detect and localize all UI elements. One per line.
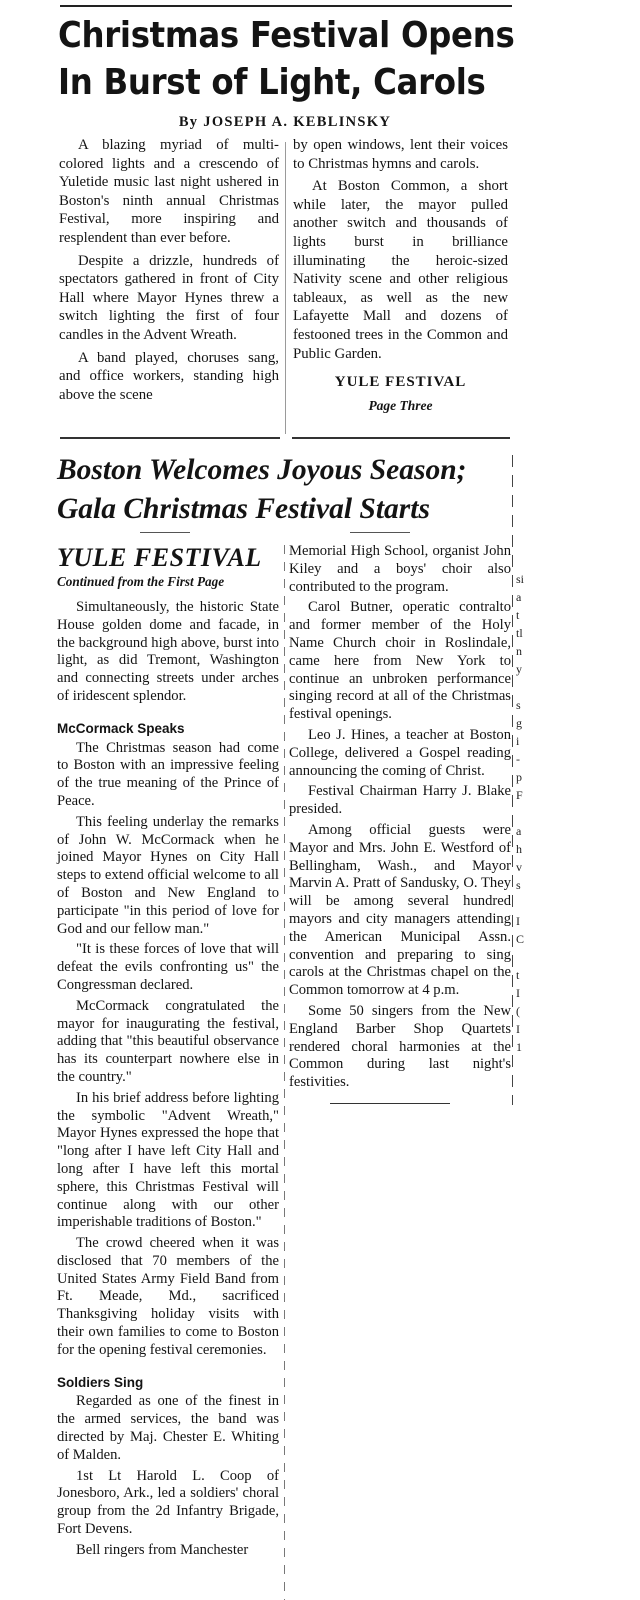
- article2-headline-line2: Gala Christmas Festival Starts: [57, 493, 430, 525]
- paragraph: This feeling underlay the remarks of John W. McCormack when he joined Mayor Hynes on City Hall steps to extend official welcome to all of Boston and New England to participate "in this period of love for God and our fellow man.": [57, 813, 279, 937]
- section-separator: [60, 437, 280, 439]
- paragraph: Bell ringers from Manchester: [76, 1541, 249, 1558]
- edge-fragment: si: [516, 572, 525, 586]
- column-divider: [284, 545, 285, 1600]
- edge-fragment: g: [516, 716, 522, 730]
- paragraph: 1st Lt Harold L. Coop of Jonesboro, Ark., led a soldiers' choral group from the 2d Infantry Brigade, Fort Devens.: [57, 1467, 279, 1538]
- column-divider: [512, 455, 513, 1105]
- article1-headline: [58, 12, 518, 106]
- edge-fragment: [516, 678, 526, 696]
- edge-fragment: [516, 948, 526, 966]
- article2-headline-line1: Boston Welcomes Joyous Season;: [57, 454, 467, 486]
- section-separator: [292, 437, 510, 439]
- paragraph: Despite a drizzle, hundreds of spectators gathered in front of City Hall where Mayor Hynes threw a switch lighting the first of four candles in the Advent Wreath.: [59, 252, 279, 343]
- paragraph: by open windows, lent their voices to Christmas hymns and carols.: [293, 137, 508, 172]
- column-divider: [285, 142, 286, 434]
- edge-fragment: (: [516, 1004, 520, 1018]
- edge-fragment: tl: [516, 626, 523, 640]
- paragraph: The crowd cheered when it was disclosed that 70 members of the United States Army Field Band from Ft. Meade, Md., sacrificed Thanksgiving holiday visits with their own families to come to Boston for the opening festival ceremonies.: [57, 1235, 279, 1358]
- continued-line: Continued from the First Page: [57, 574, 225, 589]
- edge-fragment: i: [516, 734, 520, 748]
- adjacent-column-fragments: [516, 570, 526, 1056]
- edge-fragment: s: [516, 878, 521, 892]
- paragraph: McCormack congratulated the mayor for inaugurating the festival, adding that "this beautiful observance has its counterpart nowhere else in the country.": [57, 997, 279, 1085]
- paragraph: Memorial High School, organist John Kiley and a boys' choir also contributed to the program.: [289, 543, 511, 595]
- edge-fragment: t: [516, 968, 520, 982]
- end-rule: [330, 1103, 450, 1104]
- article2-column-2: [289, 543, 511, 1095]
- article1-headline-line1: Christmas Festival Opens: [58, 15, 515, 56]
- edge-fragment: C: [516, 932, 525, 946]
- edge-fragment: -: [516, 752, 520, 766]
- subhead-soldiers: Soldiers Sing: [57, 1374, 144, 1390]
- article2-headline: [57, 451, 512, 529]
- edge-fragment: a: [516, 590, 522, 604]
- paragraph: At Boston Common, a short while later, the mayor pulled another switch and thousands of lights burst in brilliance illuminating the heroic-sized Nativity scene and other religious tableaux, as well as the new Lafayette Mall and dozens of festooned trees in the Common and Public Garden.: [293, 178, 508, 362]
- jump-reference: [293, 373, 508, 415]
- paragraph: A blazing myriad of multi-colored lights and a crescendo of Yuletide music last night ushered in Boston's ninth annual Christmas Festival, more inspiring and resplendent than ever before.: [59, 137, 279, 246]
- paragraph: Among official guests were Mayor and Mrs. John E. Westford of Bellingham, Wash., and Mayor Marvin A. Pratt of Sandusky, O. They will be among several hundred mayors and city managers attending the American Municipal Assn. convention and preparing to sing carols at the Christmas chapel on the Common tomorrow at 4 p.m.: [289, 821, 511, 999]
- edge-fragment: I: [516, 914, 520, 928]
- article1-headline-line2: In Burst of Light, Carols: [58, 62, 486, 103]
- edge-fragment: I: [516, 1022, 520, 1036]
- edge-fragment: [516, 894, 526, 912]
- edge-fragment: n: [516, 644, 522, 658]
- paragraph: Leo J. Hines, a teacher at Boston College, delivered a Gospel reading announcing the coming of Christ.: [289, 726, 511, 779]
- paragraph: In his brief address before lighting the symbolic "Advent Wreath," Mayor Hynes expressed the hope that "long after I have left City Hall and long after I have left this mortal sphere, this Christmas Festival will continue along with our other imperishable traditions of Boston.": [57, 1089, 279, 1231]
- edge-fragment: I: [516, 986, 520, 1000]
- article1-column-1: [59, 136, 279, 408]
- edge-fragment: h: [516, 842, 522, 856]
- paragraph: Some 50 singers from the New England Barber Shop Quartets rendered choral harmonies at the Common during last night's festivities.: [289, 1002, 511, 1091]
- edge-fragment: a: [516, 824, 522, 838]
- paragraph: A band played, choruses sang, and office workers, standing high above the scene: [59, 349, 279, 403]
- byline: By JOSEPH A. KEBLINSKY: [178, 114, 392, 130]
- edge-fragment: 1: [516, 1040, 522, 1054]
- jump-page: Page Three: [368, 397, 433, 413]
- paragraph: "It is these forces of love that will defeat the evils confronting us" the Congressman declared.: [57, 941, 279, 993]
- subhead-mccormack: McCormack Speaks: [57, 720, 185, 736]
- paragraph: Carol Butner, operatic contralto and former member of the Holy Name Church choir in Roslindale, came here from New York to continue an unbroken performance singing record at all of the Christmas festival openings.: [289, 599, 511, 723]
- paragraph: Regarded as one of the finest in the armed services, the band was directed by Maj. Chester E. Whiting of Malden.: [57, 1393, 279, 1463]
- edge-fragment: p: [516, 770, 522, 784]
- article1-column-2: [293, 136, 508, 415]
- jump-title: YULE FESTIVAL: [334, 374, 467, 391]
- top-rule: [60, 5, 512, 7]
- article2-column-1: [57, 599, 279, 1563]
- edge-fragment: F: [516, 788, 523, 802]
- headline-dash: [140, 532, 190, 533]
- article2-title: YULE FESTIVAL: [57, 543, 262, 572]
- edge-fragment: [516, 804, 526, 822]
- edge-fragment: t: [516, 608, 520, 622]
- edge-fragment: s: [516, 698, 521, 712]
- headline-dash: [350, 532, 410, 533]
- edge-fragment: y: [516, 662, 522, 676]
- paragraph: The Christmas season had come to Boston with an impressive feeling of the true meaning of the Prince of Peace.: [57, 739, 279, 809]
- paragraph: Festival Chairman Harry J. Blake presided.: [289, 783, 511, 818]
- edge-fragment: v: [516, 860, 522, 874]
- paragraph: Simultaneously, the historic State House golden dome and facade, in the background high above, burst into light, as did Tremont, Washington and connecting streets under arches of iridescent splendor.: [57, 599, 279, 704]
